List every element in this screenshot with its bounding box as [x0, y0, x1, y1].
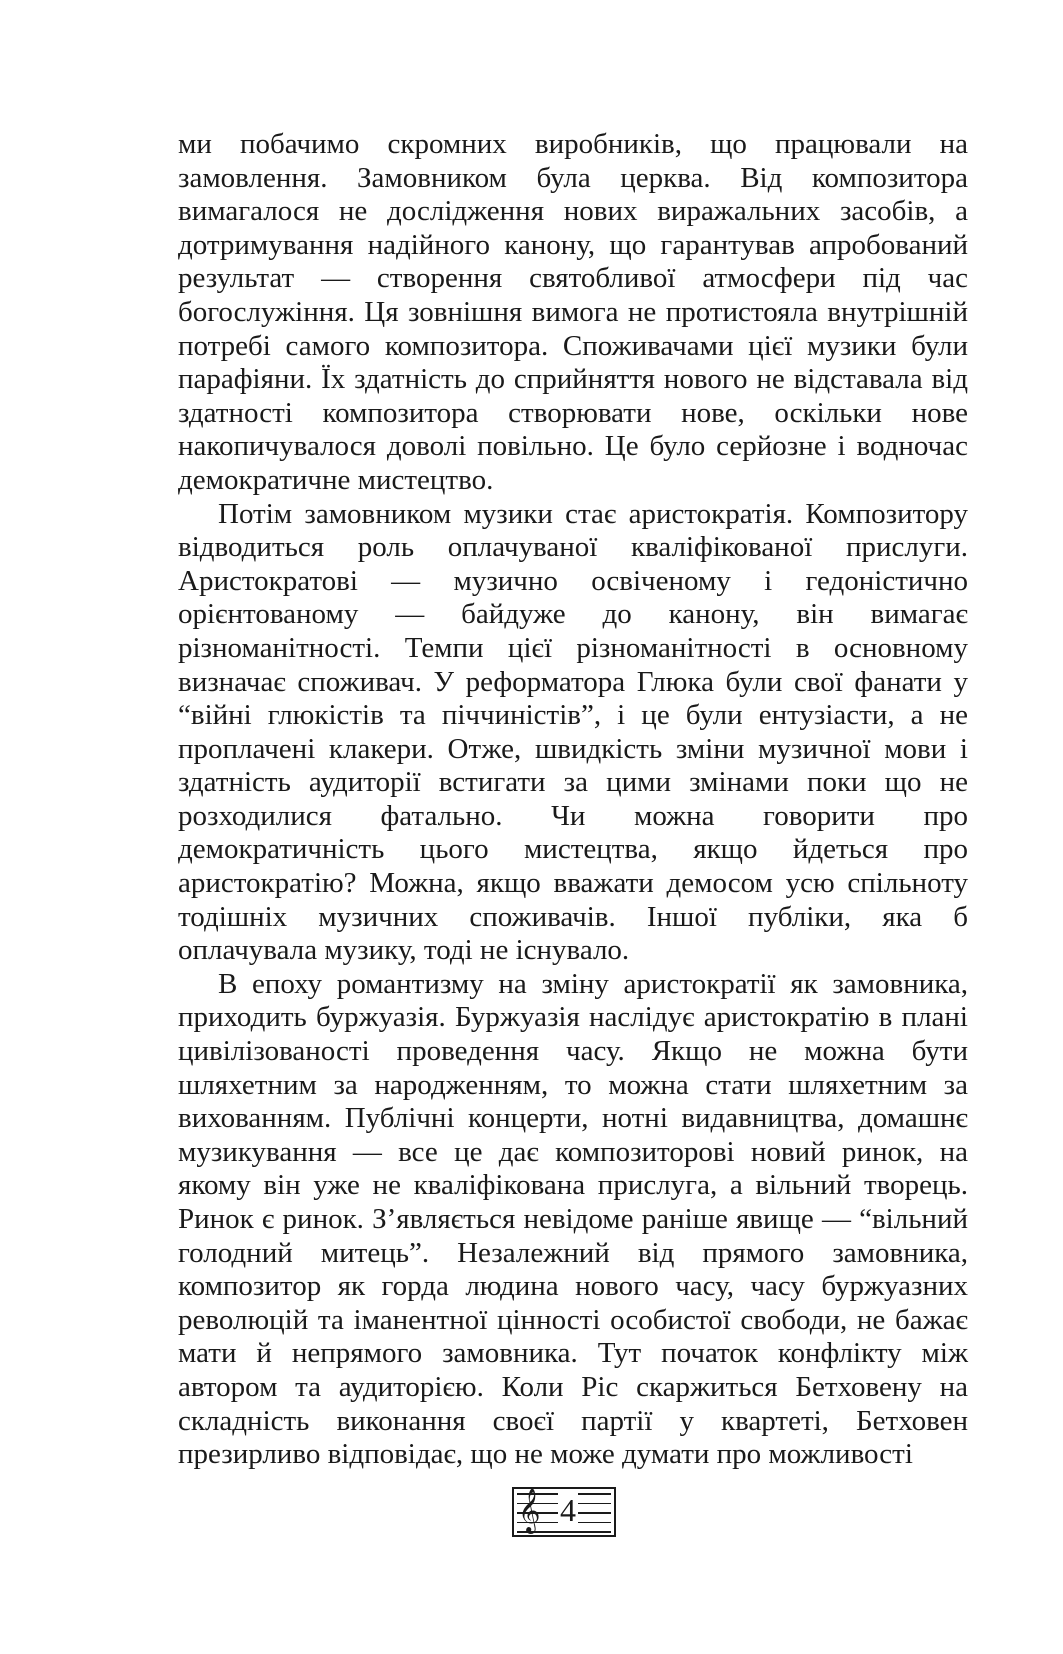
- paragraph-1: ми побачимо скромних виробників, що працювали на замовлення. Замовником була церква. Від композитора вимагалося не дослідження нових виражальних засобів, а дотримування надійного канону, що гарантував апробований результат — створення святобливої атмосфери під час богослужіння. Ця зовнішня вимога не протистояла внутрішній потребі самого композитора. Споживачами цієї музики були парафіяни. Їх здатність до сприйняття нового не відставала від здатності композитора створювати нове, оскільки нове накопичувалося доволі повільно. Це було серйозне і водночас демократичне мистецтво.: [178, 128, 968, 496]
- body-text: [178, 128, 968, 1472]
- paragraph-3: В епоху романтизму на зміну аристократії як замовника, приходить буржуазія. Буржуазія наслідує аристократію в плані цивілізованості проведення часу. Якщо не можна бути шляхетним за народженням, то можна стати шляхетним за вихованням. Публічні концерти, нотні видавництва, домашнє музикування — все це дає композиторові новий ринок, на якому він уже не кваліфікована прислуга, а вільний творець. Ринок є ринок. З’являється невідоме раніше явище — “вільний голодний митець”. Незалежний від прямого замовника, композитор як горда людина нового часу, часу буржуазних революцій та іманентної цінності особистої свободи, не бажає мати й непрямого замовника. Тут початок конфлікту між автором та аудиторією. Коли Ріс скаржиться Бетховену на складність виконання своєї партії у квартеті, Бетховен презирливо відповідає, що не може думати про можливості: [178, 967, 968, 1471]
- treble-clef-icon: 𝄞: [518, 1488, 541, 1532]
- page-number: 4: [560, 1492, 576, 1528]
- page-number-staff: [512, 1487, 616, 1537]
- paragraph-2: Потім замовником музики стає аристократія. Композитору відводиться роль оплачуваної кваліфікованої прислуги. Аристократові — музично освіченому і гедоністично орієнтованому — байдуже до канону, він вимагає різноманітності. Темпи цієї різноманітності в основному визначає споживач. У реформатора Глюка були свої фанати у “війні глюкістів та піччиністів”, і це були ентузіасти, а не проплачені клакери. Отже, швидкість зміни музичної мови і здатність аудиторії встигати за цими змінами поки що не розходилися фатально. Чи можна говорити про демократичність цього мистецтва, якщо йдеться про аристократію? Можна, якщо вважати демосом усю спільноту тодішніх музичних споживачів. Іншої публіки, яка б оплачувала музику, тоді не існувало.: [178, 497, 968, 967]
